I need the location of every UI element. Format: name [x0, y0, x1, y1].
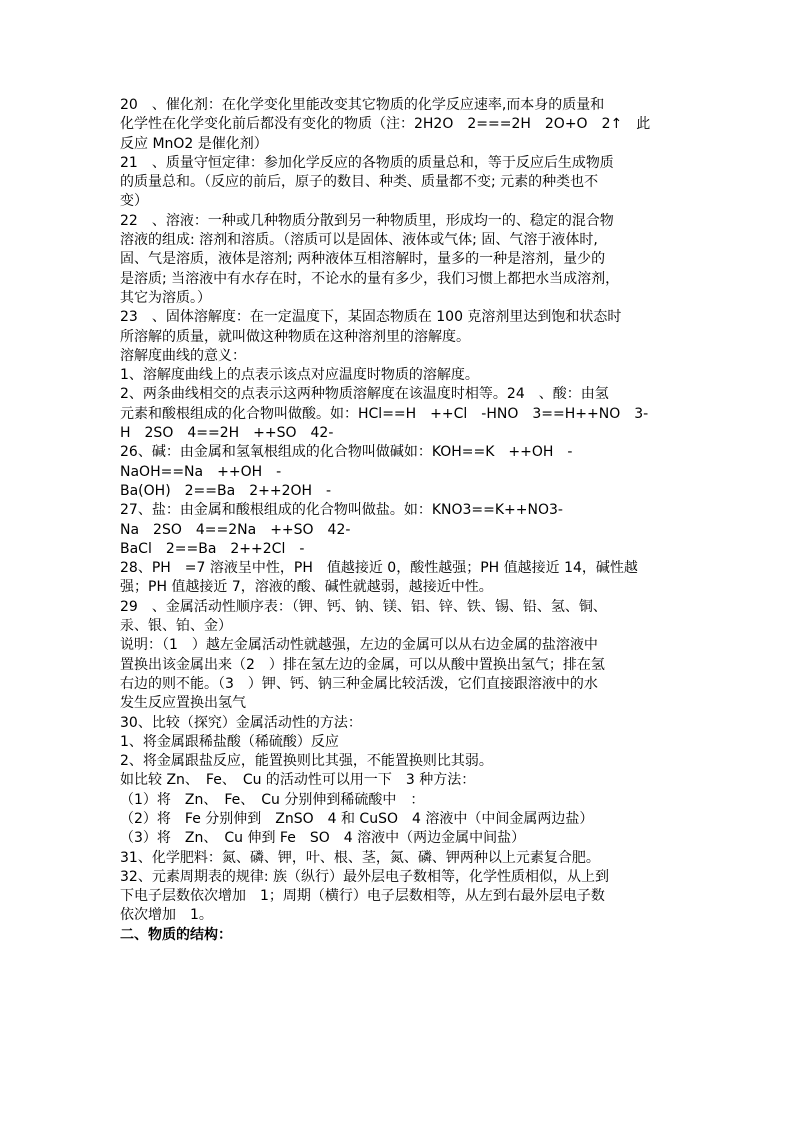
text-line: Na 2SO 4==2Na ++SO 42- — [120, 521, 351, 538]
text-line: 的质量总和。（反应的前后，原子的数目、种类、质量都不变; 元素的种类也不 — [120, 174, 599, 191]
text-line: 说明：（1 ）越左金属活动性就越强，左边的金属可以从右边金属的盐溶液中 — [120, 637, 598, 654]
text-line: 2、两条曲线相交的点表示这两种物质溶解度在该温度时相等。24 、酸：由氢 — [120, 386, 609, 403]
text-line: 溶解度曲线的意义： — [120, 347, 246, 364]
section-heading: 二、物质的结构： — [120, 926, 232, 943]
text-line: 27、盐：由金属和酸根组成的化合物叫做盐。如：KNO3==K++NO3- — [120, 502, 563, 519]
text-line: 31、化学肥料：氮、磷、钾，叶、根、茎，氮、磷、钾两种以上元素复合肥。 — [120, 849, 600, 866]
text-line: 强；PH 值越接近 7，溶液的酸、碱性就越弱，越接近中性。 — [120, 579, 493, 596]
text-line: 下电子层数依次增加 1；周期（横行）电子层数相等，从左到右最外层电子数 — [120, 888, 605, 905]
text-line: BaCl 2==Ba 2++2Cl - — [120, 540, 305, 557]
text-line: （3）将 Zn、 Cu 伸到 Fe SO 4 溶液中（两边金属中间盐） — [120, 830, 526, 847]
text-line: 右边的则不能。（3 ）钾、钙、钠三种金属比较活泼，它们直接跟溶液中的水 — [120, 675, 598, 692]
text-line: 1、溶解度曲线上的点表示该点对应温度时物质的溶解度。 — [120, 367, 479, 384]
text-line: （2）将 Fe 分别伸到 ZnSO 4 和 CuSO 4 溶液中（中间金属两边盐） — [120, 810, 594, 827]
text-line: 溶液的组成: 溶剂和溶质。（溶质可以是固体、液体或气体; 固、气溶于液体时, — [120, 232, 598, 249]
text-line: 2、将金属跟盐反应，能置换则比其强，不能置换则比其弱。 — [120, 753, 493, 770]
text-line: H 2SO 4==2H ++SO 42- — [120, 425, 334, 442]
text-line: 28、PH =7 溶液呈中性，PH 值越接近 0，酸性越强；PH 值越接近 14，碱性越 — [120, 560, 638, 577]
text-line: 元素和酸根组成的化合物叫做酸。如：HCl==H ++Cl -HNO 3==H++NO 3- — [120, 405, 649, 422]
text-line: 如比较 Zn、 Fe、 Cu 的活动性可以用一下 3 种方法： — [120, 772, 476, 789]
text-line: 22 、溶液：一种或几种物质分散到另一种物质里，形成均一的、稳定的混合物 — [120, 212, 614, 229]
text-line: 反应 MnO2 是催化剂） — [120, 135, 268, 152]
text-line: 29 、金属活动性顺序表：（钾、钙、钠、镁、铝、锌、铁、锡、铅、氢、铜、 — [120, 598, 607, 615]
text-line: 其它为溶质。） — [120, 289, 211, 306]
text-line: 20 、催化剂：在化学变化里能改变其它物质的化学反应速率,而本身的质量和 — [120, 97, 605, 113]
text-line: 化学性在化学变化前后都没有变化的物质（注：2H2O 2===2H 2O+O 2↑ 此 — [120, 116, 651, 133]
document-body — [120, 96, 680, 945]
text-line: 21 、质量守恒定律：参加化学反应的各物质的质量总和，等于反应后生成物质 — [120, 154, 614, 171]
text-line: 32、元素周期表的规律: 族（纵行）最外层电子数相等，化学性质相似，从上到 — [120, 868, 609, 885]
text-line: 发生反应置换出氢气 — [120, 695, 246, 712]
text-line: 1、将金属跟稀盐酸（稀硫酸）反应 — [120, 733, 339, 750]
text-line: NaOH==Na ++OH - — [120, 463, 282, 480]
text-line: 变） — [120, 193, 148, 210]
text-line: Ba(OH) 2==Ba 2++2OH - — [120, 482, 332, 499]
text-line: 是溶质; 当溶液中有水存在时，不论水的量有多少，我们习惯上都把水当成溶剂， — [120, 270, 620, 287]
text-line: 26、碱：由金属和氢氧根组成的化合物叫做碱如：KOH==K ++OH - — [120, 444, 573, 461]
text-line: 依次增加 1。 — [120, 907, 213, 924]
text-line: （1）将 Zn、 Fe、 Cu 分别伸到稀硫酸中 ： — [120, 791, 425, 808]
text-line: 汞、银、铂、金） — [120, 618, 232, 635]
text-line: 所溶解的质量，就叫做这种物质在这种溶剂里的溶解度。 — [120, 328, 470, 345]
text-line: 固、气是溶质，液体是溶剂; 两种液体互相溶解时，量多的一种是溶剂，量少的 — [120, 251, 606, 268]
text-line: 23 、固体溶解度：在一定温度下，某固态物质在 100 克溶剂里达到饱和状态时 — [120, 309, 622, 326]
text-line: 置换出该金属出来（2 ）排在氢左边的金属，可以从酸中置换出氢气；排在氢 — [120, 656, 605, 673]
text-line: 30、比较（探究）金属活动性的方法： — [120, 714, 362, 731]
